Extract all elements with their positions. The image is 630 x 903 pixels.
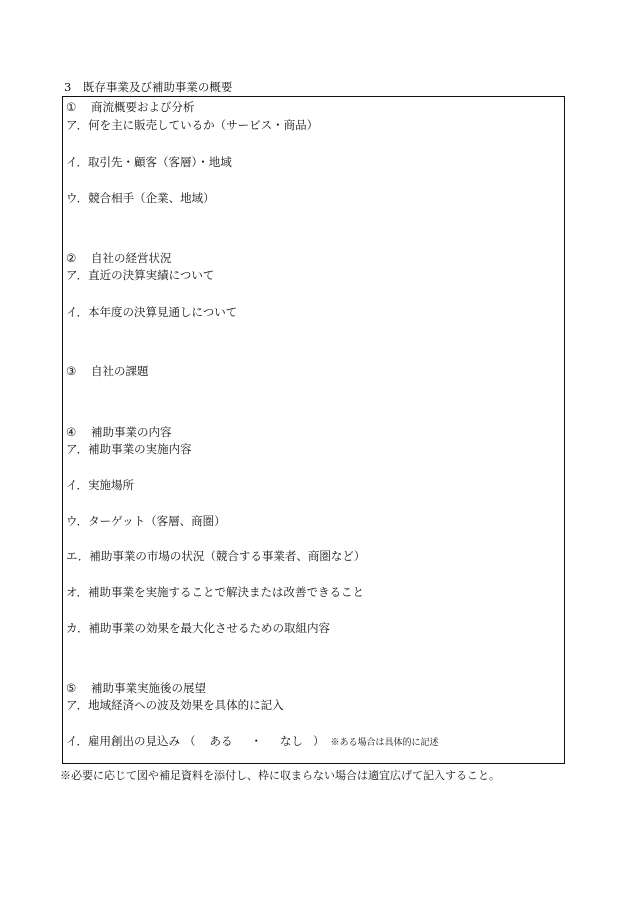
section-3-mark: ③ bbox=[66, 364, 77, 378]
section-2-item-a: ア．直近の決算実績について bbox=[66, 268, 215, 282]
section-4-item-a: ア．補助事業の実施内容 bbox=[66, 442, 192, 456]
section-4-title: 補助事業の内容 bbox=[91, 425, 172, 439]
employment-label: イ．雇用創出の見込み bbox=[66, 734, 180, 748]
section-4-mark: ④ bbox=[66, 425, 77, 439]
choice-close-paren: ） bbox=[312, 734, 325, 748]
choice-open-paren: （ bbox=[183, 734, 196, 748]
section-5-mark: ⑤ bbox=[66, 681, 77, 695]
section-1-item-a: ア．何を主に販売しているか（サービス・商品） bbox=[66, 118, 319, 132]
section-4-item-ka: カ．補助事業の効果を最大化させるための取組内容 bbox=[66, 621, 331, 635]
section-1-item-i: イ．取引先・顧客（客層）・地域 bbox=[66, 155, 232, 169]
section-5-item-a: ア．地域経済への波及効果を具体的に記入 bbox=[66, 698, 284, 712]
footer-note: ※必要に応じて図や補足資料を添付し、枠に収まらない場合は適宜広げて記入すること。 bbox=[60, 769, 500, 782]
section-1-title: 商流概要および分析 bbox=[91, 100, 195, 114]
employment-note: ※ある場合は具体的に記述 bbox=[330, 738, 439, 748]
section-3-title: 自社の課題 bbox=[91, 364, 149, 378]
section-4-item-o: オ．補助事業を実施することで解決または改善できること bbox=[66, 585, 364, 599]
choice-separator: ・ bbox=[250, 734, 262, 748]
section-1-mark: ① bbox=[66, 100, 77, 114]
section-1-heading bbox=[66, 100, 195, 114]
section-4-heading bbox=[66, 425, 172, 439]
section-5-item-i bbox=[66, 734, 438, 750]
section-1-item-u: ウ．競合相手（企業、地域） bbox=[66, 191, 215, 205]
section-4-item-i: イ．実施場所 bbox=[66, 478, 134, 492]
section-5-heading bbox=[66, 681, 206, 695]
section-3-heading bbox=[66, 364, 149, 378]
section-2-item-i: イ．本年度の決算見通しについて bbox=[66, 305, 238, 319]
choice-yes: ある bbox=[209, 734, 233, 748]
section-2-mark: ② bbox=[66, 251, 77, 265]
section-4-item-e: エ．補助事業の市場の状況（競合する事業者、商圏など） bbox=[66, 549, 366, 563]
employment-choice bbox=[184, 734, 325, 748]
choice-no: なし bbox=[279, 734, 303, 748]
section-2-heading bbox=[66, 251, 172, 265]
section-title: 3 既存事業及び補助事業の概要 bbox=[64, 80, 233, 94]
section-4-item-u: ウ．ターゲット（客層、商圏） bbox=[66, 514, 226, 528]
section-2-title: 自社の経営状況 bbox=[91, 251, 172, 265]
section-5-title: 補助事業実施後の展望 bbox=[91, 681, 206, 695]
